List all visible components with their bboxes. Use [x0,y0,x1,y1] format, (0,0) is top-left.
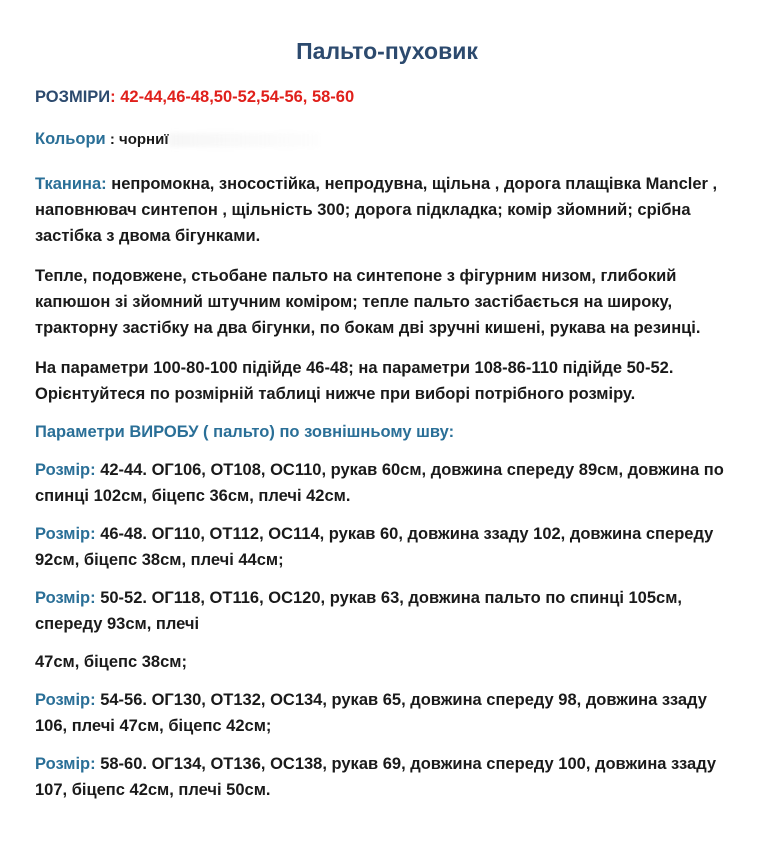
sizes-line [35,84,739,110]
size-row-label: Розмір: [35,755,96,773]
blurred-region [169,133,319,147]
size-row-text: 42-44. ОГ106, ОТ108, ОС110, рукав 60см, довжина спереду 89см, довжина по спинці 102см, біцепс 36см, плечі 42см. [35,461,724,505]
size-row [35,751,739,803]
size-row-text: 46-48. ОГ110, ОТ112, ОС114, рукав 60, довжина ззаду 102, довжина спереду 92см, біцепс 38см, плечі 44см; [35,525,714,569]
colors-value: : чорниї [105,131,169,148]
size-row-label: Розмір: [35,461,96,479]
colors-label: Кольори [35,130,106,148]
sizes-label: РОЗМІРИ [35,88,111,106]
page-title: Пальто-пуховик [296,38,478,64]
size-row-label: Розмір: [35,589,96,607]
sizes-value: : 42-44,46-48,50-52,54-56, 58-60 [110,88,355,106]
size-row [35,457,739,509]
size-row-text: 50-52. ОГ118, ОТ116, ОС120, рукав 63, довжина пальто по спинці 105см, спереду 93см, плечі [35,589,683,633]
fabric-value: непромокна, зносостійка, непродувна, щільна , дорога плащівка Mancler , наповнювач синтепон , щільність 300; дорога підкладка; комір зйомний; срібна застібка з двома бігунками. [35,175,718,245]
size-row-continuation: 47см, біцепс 38см; [35,653,187,671]
params-heading: Параметри ВИРОБУ ( пальто) по зовнішньому шву: [35,423,455,441]
fabric-paragraph [35,171,739,249]
size-row [35,687,739,739]
size-row [35,521,739,573]
colors-line [35,126,739,153]
description-paragraph: Тепле, подовжене, стьобане пальто на синтепоне з фігурним низом, глибокий капюшон зі зйомний штучним коміром; тепле пальто застібається на широку, тракторну застібку на два бігунки, по бокам дві зручні кишені, рукава на резинці. [35,267,701,337]
size-row-text: 54-56. ОГ130, ОТ132, ОС134, рукав 65, довжина спереду 98, довжина ззаду 106, плечі 47см, біцепс 42см; [35,691,707,735]
size-row [35,585,739,637]
fabric-label: Тканина: [35,175,107,193]
fit-note-paragraph: На параметри 100-80-100 підійде 46-48; на параметри 108-86-110 підійде 50-52. Орієнтуйтеся по розмірній таблиці нижче при виборі потрібного розміру. [35,359,674,403]
size-row-label: Розмір: [35,525,96,543]
size-row-text: 58-60. ОГ134, ОТ136, ОС138, рукав 69, довжина спереду 100, довжина ззаду 107, біцепс 42см, плечі 50см. [35,755,717,799]
size-row-label: Розмір: [35,691,96,709]
